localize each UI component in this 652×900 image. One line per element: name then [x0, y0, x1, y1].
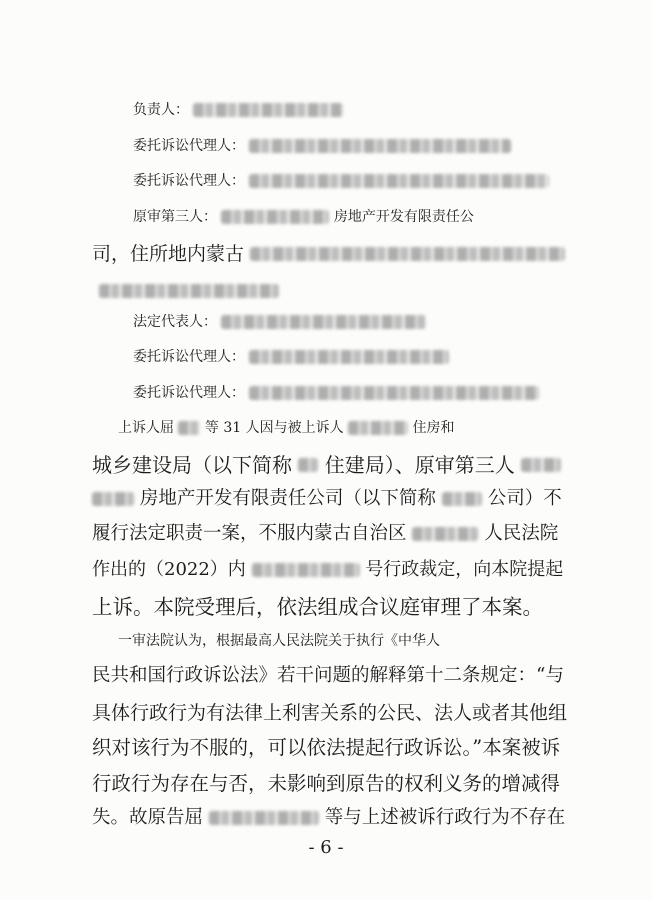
text-fragment: 住房和	[412, 420, 455, 436]
text-fragment: 织对该行为不服的，可以依法提起行政诉讼。”本案被诉	[92, 735, 561, 759]
redacted-text	[209, 811, 319, 825]
text-line-18	[92, 695, 568, 729]
redacted-text	[221, 210, 329, 224]
text-line-3	[133, 164, 568, 198]
redacted-text	[298, 458, 318, 472]
redacted-text	[249, 174, 549, 188]
text-fragment: 公司）不	[487, 488, 562, 509]
text-line-16	[118, 624, 568, 658]
text-line-11	[92, 446, 568, 480]
redacted-text	[221, 315, 426, 329]
text-line-1	[133, 93, 568, 127]
text-line-15	[92, 588, 568, 622]
redacted-text	[178, 421, 200, 435]
label-legal-representative: 法定代表人：	[133, 314, 217, 330]
redacted-text	[249, 350, 449, 364]
text-line-12	[92, 482, 568, 516]
text-fragment: 履行法定职责一案，不服内蒙古自治区	[92, 523, 407, 544]
text-line-19	[92, 730, 568, 764]
text-line-5	[92, 236, 568, 270]
redacted-text	[193, 103, 343, 117]
text-line-9	[133, 376, 568, 410]
text-line-10	[118, 411, 568, 445]
label-agent-4: 委托诉讼代理人：	[133, 385, 245, 401]
redacted-text	[250, 247, 565, 261]
redacted-text	[92, 492, 134, 506]
text-line-7	[133, 305, 568, 339]
text-fragment: 等与上述被诉行政行为不存在	[324, 807, 566, 828]
text-fragment: 上诉人屈	[118, 420, 174, 436]
redacted-text	[412, 527, 478, 541]
label-agent-3: 委托诉讼代理人：	[133, 349, 245, 365]
redacted-text	[521, 458, 561, 472]
redacted-text	[249, 386, 539, 400]
text-fragment: 具体行政行为有法律上利害关系的公民、法人或者其他组	[92, 702, 568, 724]
text-line-13	[92, 517, 568, 551]
text-line-17	[92, 659, 568, 693]
text-line-2	[133, 129, 568, 163]
text-line-20	[92, 766, 568, 800]
text-fragment: 民共和国行政诉讼法》若干问题的解释第十二条规定：“与	[92, 665, 564, 686]
redacted-text	[99, 284, 279, 298]
text-fragment: 城乡建设局（以下简称	[92, 452, 292, 477]
text-fragment: 等 31 人因与被上诉人	[204, 420, 344, 436]
label-agent-2: 委托诉讼代理人：	[133, 173, 245, 189]
label-responsible-person: 负责人：	[133, 102, 189, 118]
text-line-4	[133, 200, 568, 234]
redacted-text	[252, 563, 360, 577]
text-fragment: 行政行为存在与否，未影响到原告的权利义务的增减得	[92, 771, 561, 795]
text-fragment: 一审法院认为，根据最高人民法院关于执行《中华人	[118, 633, 440, 649]
text-fragment: 上诉。本院受理后，依法组成合议庭审理了本案。	[92, 594, 543, 619]
text-fragment: 失。故原告屈	[92, 807, 204, 828]
text-fragment: 房地产开发有限责任公司（以下简称	[139, 488, 436, 509]
label-third-party: 原审第三人：	[133, 209, 217, 225]
text-fragment: 作出的（2022）内	[92, 559, 246, 580]
page-number: - 6 -	[308, 837, 344, 858]
text-fragment: 号行政裁定，向本院提起	[365, 559, 564, 580]
text-line-21	[92, 801, 568, 835]
text-line-14	[92, 553, 568, 587]
text-fragment: 房地产开发有限责任公	[333, 209, 474, 225]
redacted-text	[442, 492, 482, 506]
text-fragment: 人民法院	[484, 523, 559, 544]
text-line-8	[133, 340, 568, 374]
redacted-text	[249, 139, 511, 153]
text-line-6	[92, 272, 568, 306]
text-fragment: 司，住所地内蒙古	[92, 243, 245, 265]
text-fragment: 住建局）、原审第三人	[324, 452, 515, 477]
label-agent-1: 委托诉讼代理人：	[133, 138, 245, 154]
redacted-text	[348, 421, 408, 435]
